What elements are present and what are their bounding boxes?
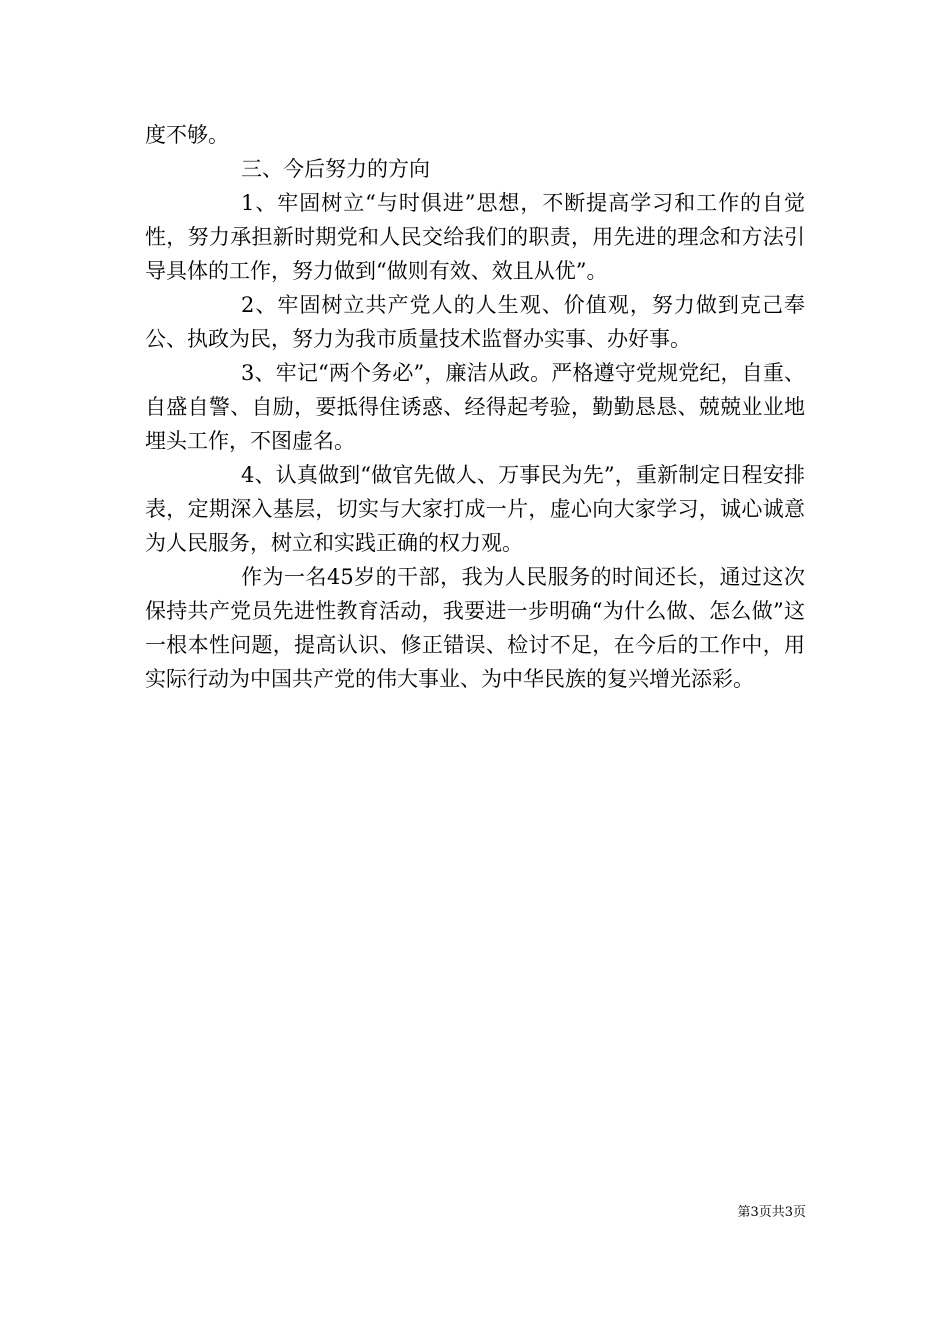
section-heading: 三、今后努力的方向	[241, 157, 430, 181]
continued-paragraph: 度不够。	[145, 123, 229, 147]
list-item-2: 2、牢固树立共产党人的人生观、价值观，努力做到克己奉公、执政为民，努力为我市质量技术监督办实事、办好事。	[145, 293, 805, 351]
list-item-3: 3、牢记“两个务必”，廉洁从政。严格遵守党规党纪，自重、自盛自警、自励，要抵得住诱惑、经得起考验，勤勤恳恳、兢兢业业地埋头工作，不图虚名。	[145, 361, 805, 453]
closing-paragraph: 作为一名45岁的干部，我为人民服务的时间还长，通过这次保持共产党员先进性教育活动，我要进一步明确“为什么做、怎么做”这一根本性问题，提高认识、修正错误、检讨不足，在今后的工作中，用实际行动为中国共产党的伟大事业、为中华民族的复兴增光添彩。	[145, 565, 805, 691]
page-number-footer: 第3页共3页	[737, 1205, 806, 1220]
document-body	[145, 118, 805, 696]
list-item-1: 1、牢固树立“与时俱进”思想，不断提高学习和工作的自觉性，努力承担新时期党和人民交给我们的职责，用先进的理念和方法引导具体的工作，努力做到“做则有效、效且从优”。	[145, 191, 805, 283]
list-item-4: 4、认真做到“做官先做人、万事民为先”，重新制定日程安排表，定期深入基层，切实与大家打成一片，虚心向大家学习，诚心诚意为人民服务，树立和实践正确的权力观。	[145, 463, 805, 555]
